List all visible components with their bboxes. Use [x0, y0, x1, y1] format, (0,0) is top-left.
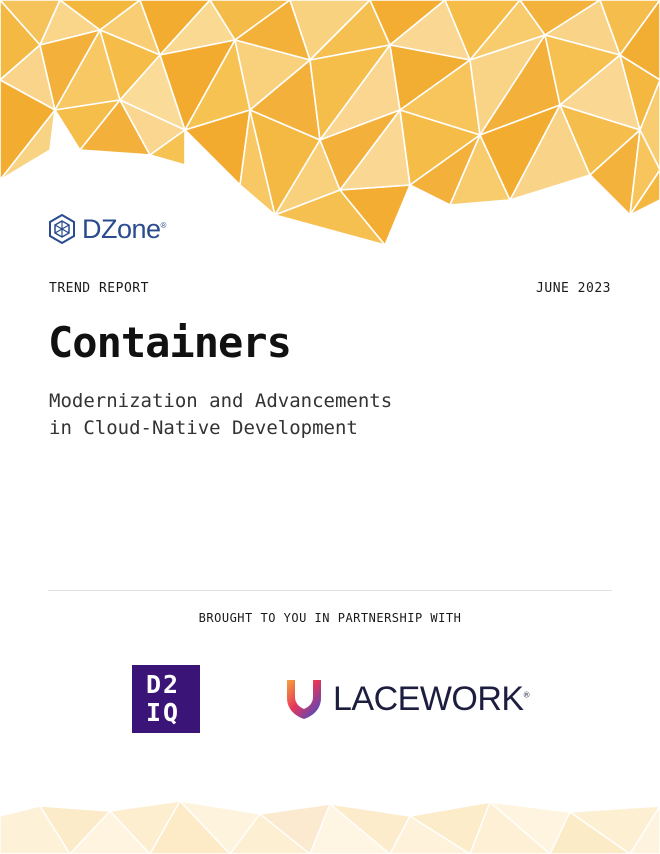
- report-date: JUNE 2023: [536, 281, 611, 296]
- d2iq-logo-line-1: D2: [146, 670, 181, 699]
- bottom-geometric-pattern: [0, 796, 660, 854]
- section-divider: [48, 590, 612, 591]
- dzone-wordmark: DZone®: [82, 213, 166, 244]
- subtitle-line-1: Modernization and Advancements: [49, 390, 393, 412]
- dzone-brand: [48, 212, 166, 246]
- registered-mark: ®: [160, 220, 166, 230]
- subtitle-line-2: in Cloud-Native Development: [49, 417, 358, 439]
- registered-mark: ®: [523, 690, 529, 700]
- partnership-label: BROUGHT TO YOU IN PARTNERSHIP WITH: [198, 611, 462, 625]
- report-type-label: TREND REPORT: [49, 281, 149, 296]
- lacework-wordmark: LACEWORK®: [333, 679, 529, 718]
- report-title: Containers: [48, 318, 291, 367]
- d2iq-logo-line-2: IQ: [146, 698, 181, 727]
- report-subtitle: [49, 388, 569, 442]
- dzone-hex-logo-icon: [48, 214, 76, 244]
- lacework-shield-icon: [285, 678, 323, 720]
- lacework-logo: [285, 678, 529, 720]
- d2iq-logo: [132, 665, 200, 733]
